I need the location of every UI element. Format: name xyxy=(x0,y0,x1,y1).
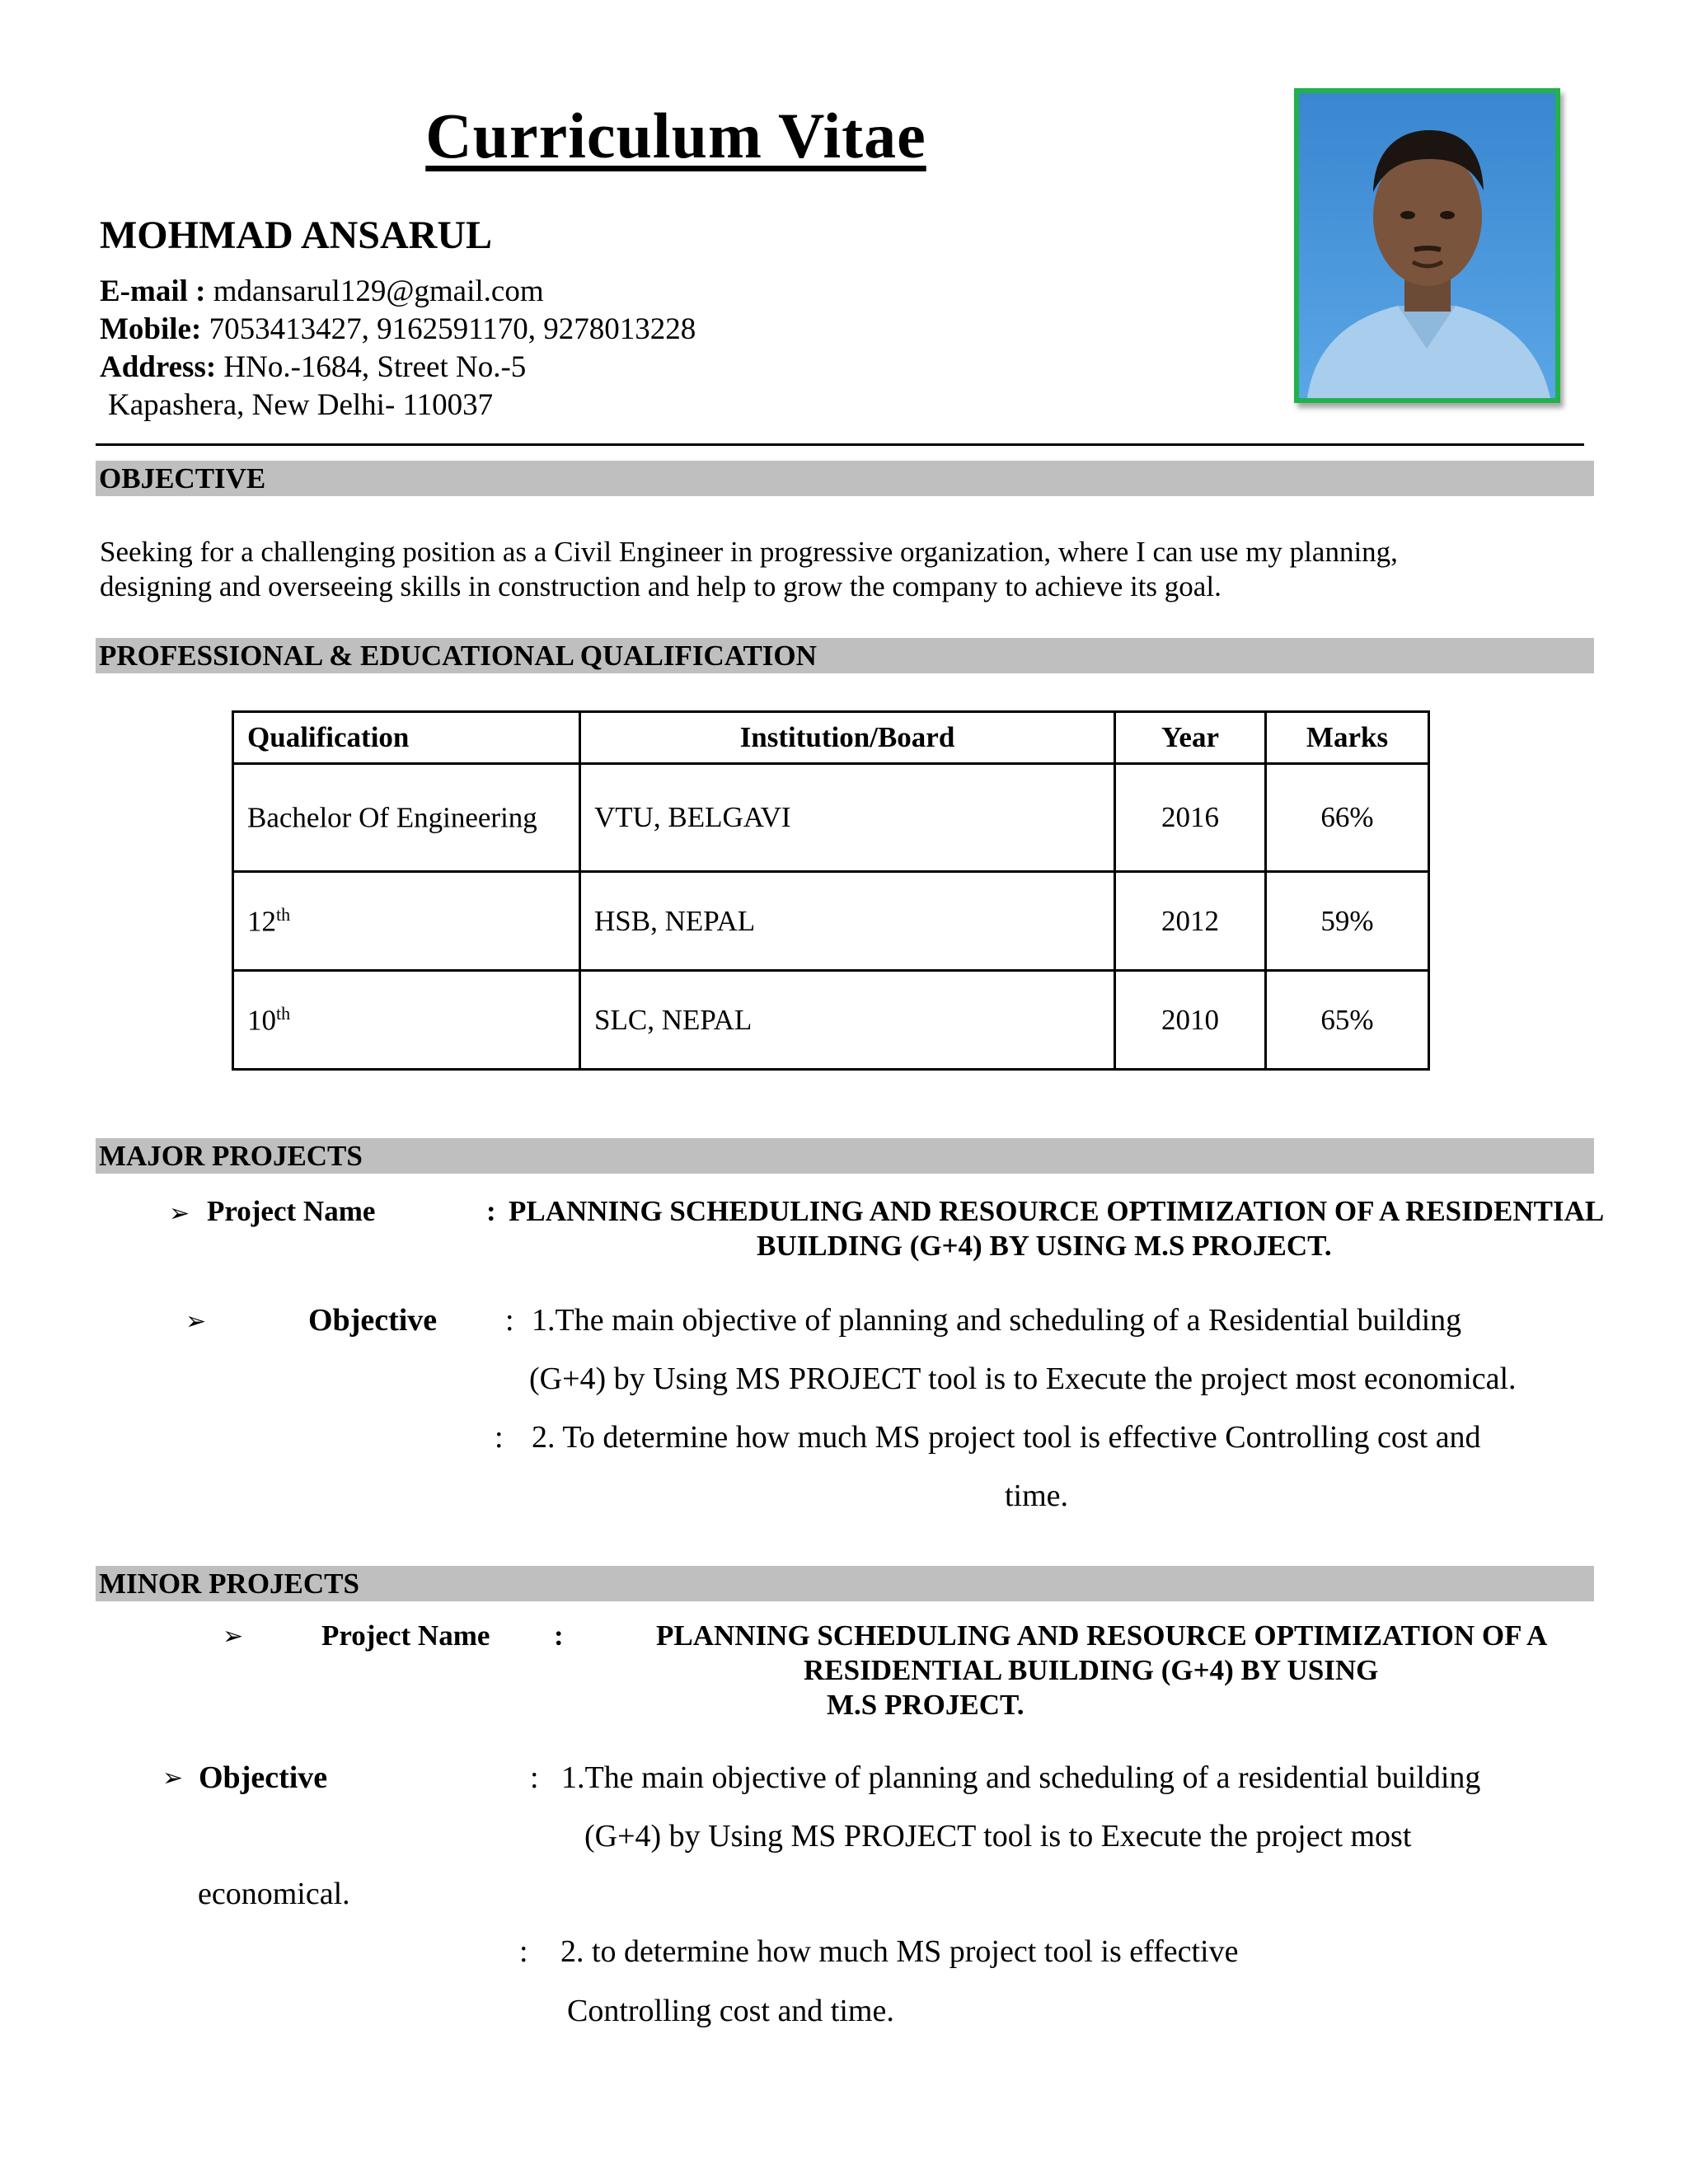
column-header: Marks xyxy=(1266,712,1429,764)
arrowhead-bullet-icon: ➢ xyxy=(162,1764,184,1793)
arrowhead-bullet-icon: ➢ xyxy=(169,1199,190,1228)
table-row xyxy=(233,764,1429,872)
minor-objective-line-5: Controlling cost and time. xyxy=(567,1994,894,2028)
institution-cell: VTU, BELGAVI xyxy=(580,764,1115,872)
minor-objective-line-3: economical. xyxy=(198,1877,350,1911)
address-line xyxy=(100,349,526,385)
year-cell: 2016 xyxy=(1115,764,1266,872)
marks-cell: 66% xyxy=(1266,764,1429,872)
major-project-name-label: Project Name xyxy=(207,1195,376,1227)
major-objective-label: Objective xyxy=(308,1303,438,1338)
minor-objective-colon: : xyxy=(530,1760,539,1795)
header-divider xyxy=(96,443,1584,446)
candidate-name: MOHMAD ANSARUL xyxy=(100,213,492,257)
major-objective-line-3: 2. To determine how much MS project tool is effective Controlling cost and xyxy=(532,1420,1481,1455)
major-objective-line-1: 1.The main objective of planning and scheduling of a Residential building xyxy=(532,1303,1462,1338)
major-objective-colon: : xyxy=(505,1303,514,1338)
marks-cell: 65% xyxy=(1266,971,1429,1070)
objective-line-1: Seeking for a challenging position as a Civil Engineer in progressive organization, where I can use my planning, xyxy=(100,536,1398,568)
mobile-label: Mobile: xyxy=(100,312,202,346)
arrowhead-bullet-icon: ➢ xyxy=(185,1307,207,1336)
minor-objective-label: Objective xyxy=(199,1760,328,1795)
arrowhead-bullet-icon: ➢ xyxy=(223,1622,244,1651)
minor-project-name-label: Project Name xyxy=(321,1619,490,1652)
minor-objective-colon-2: : xyxy=(519,1934,528,1969)
qualification-heading: PROFESSIONAL & EDUCATIONAL QUALIFICATION xyxy=(96,638,1594,673)
mobile-value: 7053413427, 9162591170, 9278013228 xyxy=(209,312,696,346)
objective-heading: OBJECTIVE xyxy=(96,461,1594,496)
profile-photo xyxy=(1294,88,1560,403)
qualification-cell: Bachelor Of Engineering xyxy=(233,764,580,872)
minor-projects-heading: MINOR PROJECTS xyxy=(96,1566,1594,1601)
email-line xyxy=(100,274,544,309)
institution-cell: HSB, NEPAL xyxy=(580,872,1115,971)
major-projects-heading: MAJOR PROJECTS xyxy=(96,1138,1594,1174)
year-cell: 2010 xyxy=(1115,971,1266,1070)
minor-objective-line-4: 2. to determine how much MS project tool is effective xyxy=(560,1934,1239,1969)
institution-cell: SLC, NEPAL xyxy=(580,971,1115,1070)
major-objective-colon-2: : xyxy=(495,1420,504,1455)
minor-objective-line-1: 1.The main objective of planning and scheduling of a residential building xyxy=(561,1760,1481,1795)
minor-project-name-line-3: M.S PROJECT. xyxy=(827,1689,1025,1721)
marks-cell: 59% xyxy=(1266,872,1429,971)
objective-line-2: designing and overseeing skills in construction and help to grow the company to achieve its goal. xyxy=(100,570,1221,602)
column-header: Qualification xyxy=(233,712,580,764)
year-cell: 2012 xyxy=(1115,872,1266,971)
major-objective-line-4: time. xyxy=(1005,1479,1069,1513)
qualification-cell: 10th xyxy=(233,971,580,1070)
minor-objective-line-2: (G+4) by Using MS PROJECT tool is to Execute the project most xyxy=(584,1819,1412,1854)
minor-project-name-line-2: RESIDENTIAL BUILDING (G+4) BY USING xyxy=(804,1654,1379,1686)
major-project-name-line-1: PLANNING SCHEDULING AND RESOURCE OPTIMIZATION OF A RESIDENTIAL xyxy=(509,1195,1605,1227)
address-line-2: Kapashera, New Delhi- 110037 xyxy=(108,388,494,422)
email-value: mdansarul129@gmail.com xyxy=(213,274,544,308)
document-title: Curriculum Vitae xyxy=(425,100,926,171)
address-value: HNo.-1684, Street No.-5 xyxy=(223,350,527,384)
major-project-name-line-2: BUILDING (G+4) BY USING M.S PROJECT. xyxy=(757,1230,1332,1262)
minor-project-colon: : xyxy=(554,1619,564,1652)
table-header-row xyxy=(233,712,1429,764)
person-silhouette-icon xyxy=(1299,93,1555,398)
column-header: Institution/Board xyxy=(580,712,1115,764)
column-header: Year xyxy=(1115,712,1266,764)
minor-project-name-line-1: PLANNING SCHEDULING AND RESOURCE OPTIMIZATION OF A xyxy=(656,1619,1548,1652)
table-row xyxy=(233,971,1429,1070)
address-label: Address: xyxy=(100,350,217,384)
email-label: E-mail : xyxy=(100,274,206,308)
major-objective-line-2: (G+4) by Using MS PROJECT tool is to Execute the project most economical. xyxy=(529,1361,1517,1396)
qualification-cell: 12th xyxy=(233,872,580,971)
major-project-colon: : xyxy=(486,1195,496,1227)
qualification-table xyxy=(232,710,1430,1071)
mobile-line xyxy=(100,312,696,347)
table-row xyxy=(233,872,1429,971)
